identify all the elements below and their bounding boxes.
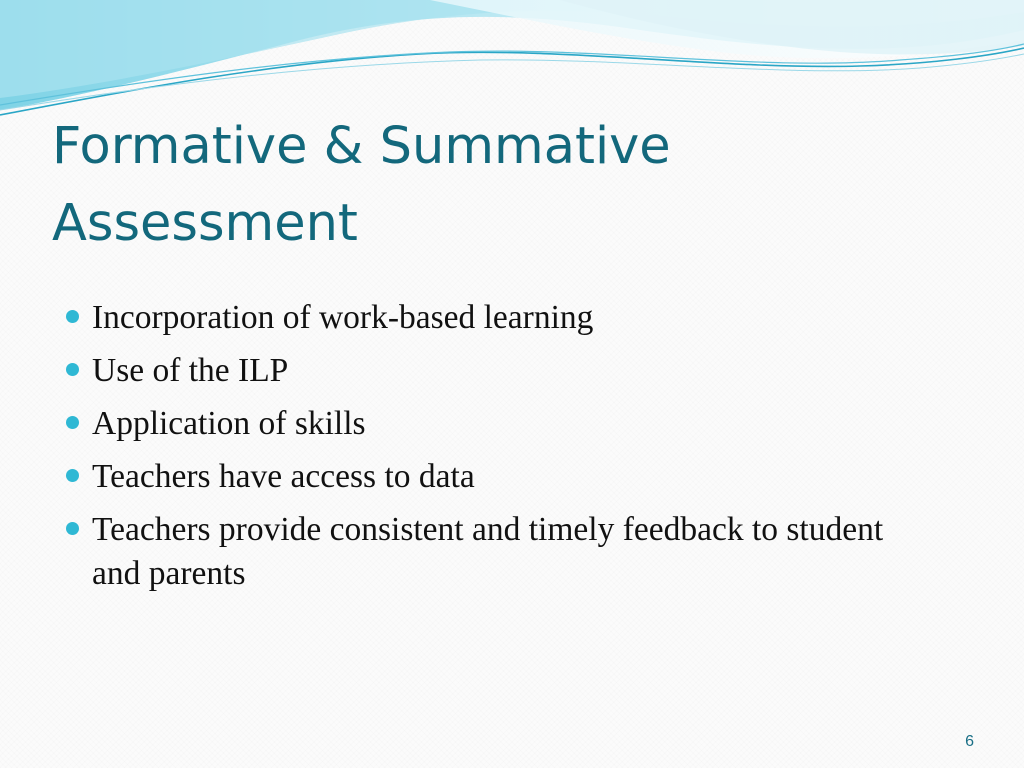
bullet-icon: [66, 416, 79, 429]
slide-title: [52, 108, 952, 262]
bullet-text: Teachers provide consistent and timely feedback to student and parents: [92, 511, 884, 592]
bullet-text: Incorporation of work-based learning: [92, 299, 594, 336]
bullet-item: [66, 349, 926, 393]
bullet-icon: [66, 363, 79, 376]
bullet-icon: [66, 469, 79, 482]
slide-title-line-2: Assessment: [52, 194, 358, 253]
bullet-icon: [66, 522, 79, 535]
bullet-text: Use of the ILP: [92, 352, 289, 389]
bullet-icon: [66, 310, 79, 323]
bullet-text: Teachers have access to data: [92, 458, 475, 495]
bullet-item: [66, 508, 926, 596]
slide-title-line-1: Formative & Summative: [52, 117, 671, 176]
bullet-list: [66, 296, 926, 605]
bullet-item: [66, 402, 926, 446]
page-number: 6: [965, 733, 974, 750]
bullet-item: [66, 455, 926, 499]
bullet-text: Application of skills: [92, 405, 366, 442]
bullet-item: [66, 296, 926, 340]
